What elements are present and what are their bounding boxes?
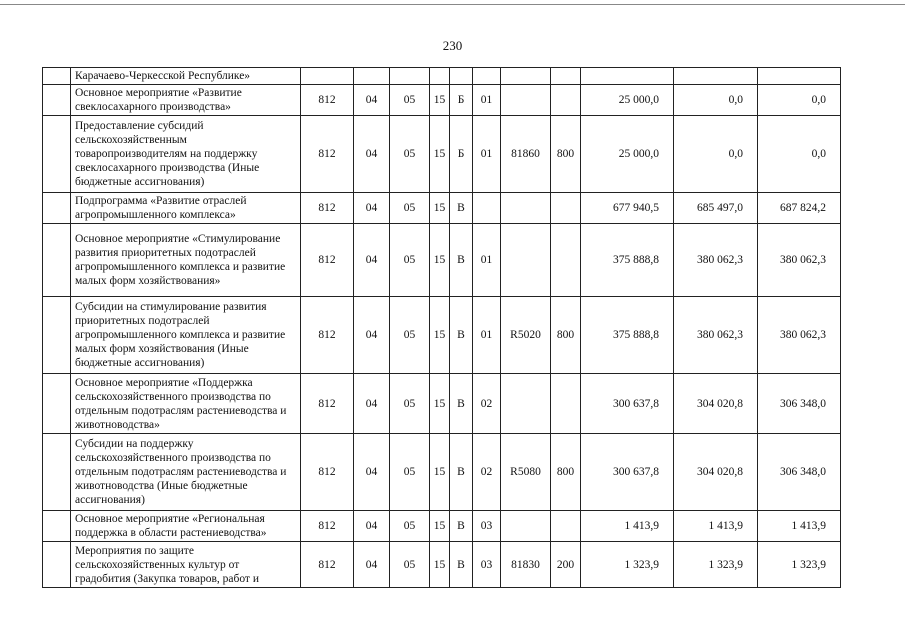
amount-2020-cell: 1 323,9	[581, 542, 674, 588]
subprogram-code-cell: В	[450, 297, 473, 374]
subsection-code-cell: 05	[390, 511, 430, 542]
amount-2021-cell	[674, 68, 758, 85]
section-code-cell: 04	[354, 85, 390, 116]
ministry-code-cell: 812	[301, 434, 354, 511]
amount-2021-cell: 1 413,9	[674, 511, 758, 542]
amount-2021-cell: 380 062,3	[674, 224, 758, 297]
amount-2020-cell: 25 000,0	[581, 116, 674, 193]
amount-2020-cell: 300 637,8	[581, 374, 674, 434]
expense-type-cell: 800	[551, 297, 581, 374]
row-name-cell: Основное мероприятие «Поддержка сельскохозяйственного производства по отдельным подотраслям растениеводства и животноводства»	[71, 374, 301, 434]
subprogram-code-cell: В	[450, 224, 473, 297]
amount-2021-cell: 304 020,8	[674, 434, 758, 511]
amount-2021-cell: 0,0	[674, 116, 758, 193]
direction-code-cell	[501, 193, 551, 224]
subsection-code-cell: 05	[390, 374, 430, 434]
amount-2020-cell: 375 888,8	[581, 297, 674, 374]
row-name-cell: Основное мероприятие «Развитие свеклосахарного производства»	[71, 85, 301, 116]
program-code-cell: 15	[430, 224, 450, 297]
ministry-code-cell: 812	[301, 297, 354, 374]
row-index-cell	[43, 193, 71, 224]
expense-type-cell	[551, 374, 581, 434]
expense-type-cell	[551, 511, 581, 542]
amount-2020-cell: 375 888,8	[581, 224, 674, 297]
subsection-code-cell: 05	[390, 297, 430, 374]
ministry-code-cell: 812	[301, 224, 354, 297]
row-name-cell: Карачаево-Черкесской Республике»	[71, 68, 301, 85]
table-row	[43, 224, 841, 297]
program-code-cell: 15	[430, 116, 450, 193]
event-code-cell: 03	[473, 511, 501, 542]
program-code-cell: 15	[430, 511, 450, 542]
event-code-cell: 01	[473, 85, 501, 116]
amount-2020-cell: 300 637,8	[581, 434, 674, 511]
row-index-cell	[43, 297, 71, 374]
direction-code-cell: R5080	[501, 434, 551, 511]
table-row	[43, 297, 841, 374]
ministry-code-cell: 812	[301, 193, 354, 224]
table-row	[43, 193, 841, 224]
section-code-cell: 04	[354, 193, 390, 224]
amount-2022-cell: 0,0	[758, 116, 841, 193]
section-code-cell: 04	[354, 224, 390, 297]
subsection-code-cell: 05	[390, 116, 430, 193]
table-row	[43, 542, 841, 588]
table-row	[43, 374, 841, 434]
amount-2022-cell: 1 413,9	[758, 511, 841, 542]
program-code-cell: 15	[430, 434, 450, 511]
table-row	[43, 511, 841, 542]
program-code-cell: 15	[430, 297, 450, 374]
program-code-cell: 15	[430, 542, 450, 588]
expense-type-cell	[551, 193, 581, 224]
ministry-code-cell: 812	[301, 85, 354, 116]
row-index-cell	[43, 68, 71, 85]
subsection-code-cell: 05	[390, 193, 430, 224]
amount-2020-cell: 25 000,0	[581, 85, 674, 116]
section-code-cell: 04	[354, 116, 390, 193]
subprogram-code-cell: Б	[450, 85, 473, 116]
program-code-cell: 15	[430, 374, 450, 434]
amount-2020-cell: 677 940,5	[581, 193, 674, 224]
row-index-cell	[43, 434, 71, 511]
ministry-code-cell: 812	[301, 374, 354, 434]
direction-code-cell: R5020	[501, 297, 551, 374]
expense-type-cell	[551, 85, 581, 116]
program-code-cell	[430, 68, 450, 85]
row-index-cell	[43, 374, 71, 434]
budget-table	[42, 67, 841, 588]
subsection-code-cell: 05	[390, 542, 430, 588]
event-code-cell: 01	[473, 297, 501, 374]
amount-2022-cell: 306 348,0	[758, 434, 841, 511]
row-name-cell: Мероприятия по защите сельскохозяйственных культур от градобития (Закупка товаров, работ и	[71, 542, 301, 588]
amount-2020-cell	[581, 68, 674, 85]
subprogram-code-cell: В	[450, 374, 473, 434]
scan-top-border	[0, 4, 905, 5]
expense-type-cell	[551, 224, 581, 297]
table-row	[43, 116, 841, 193]
table-row	[43, 68, 841, 85]
event-code-cell: 02	[473, 374, 501, 434]
amount-2021-cell: 0,0	[674, 85, 758, 116]
event-code-cell: 01	[473, 116, 501, 193]
page-number: 230	[442, 38, 463, 53]
amount-2022-cell: 380 062,3	[758, 224, 841, 297]
direction-code-cell	[501, 224, 551, 297]
subsection-code-cell: 05	[390, 85, 430, 116]
event-code-cell: 01	[473, 224, 501, 297]
row-name-cell: Субсидии на поддержку сельскохозяйственного производства по отдельным подотраслям растениеводства и животноводства (Иные бюджетные ассигнования)	[71, 434, 301, 511]
expense-type-cell	[551, 68, 581, 85]
direction-code-cell: 81830	[501, 542, 551, 588]
subprogram-code-cell: В	[450, 193, 473, 224]
direction-code-cell: 81860	[501, 116, 551, 193]
program-code-cell: 15	[430, 85, 450, 116]
section-code-cell: 04	[354, 297, 390, 374]
row-name-cell: Подпрограмма «Развитие отраслей агропромышленного комплекса»	[71, 193, 301, 224]
program-code-cell: 15	[430, 193, 450, 224]
row-name-cell: Основное мероприятие «Стимулирование развития приоритетных подотраслей агропромышленного комплекса и развитие малых форм хозяйствования»	[71, 224, 301, 297]
section-code-cell	[354, 68, 390, 85]
subsection-code-cell: 05	[390, 434, 430, 511]
amount-2022-cell: 380 062,3	[758, 297, 841, 374]
subprogram-code-cell	[450, 68, 473, 85]
amount-2022-cell: 306 348,0	[758, 374, 841, 434]
row-name-cell: Субсидии на стимулирование развития приоритетных подотраслей агропромышленного комплекса и развитие малых форм хозяйствования (Иные бюджетные ассигнования)	[71, 297, 301, 374]
ministry-code-cell: 812	[301, 116, 354, 193]
amount-2021-cell: 1 323,9	[674, 542, 758, 588]
amount-2021-cell: 380 062,3	[674, 297, 758, 374]
event-code-cell: 02	[473, 434, 501, 511]
row-index-cell	[43, 511, 71, 542]
section-code-cell: 04	[354, 374, 390, 434]
amount-2022-cell: 1 323,9	[758, 542, 841, 588]
row-index-cell	[43, 85, 71, 116]
section-code-cell: 04	[354, 542, 390, 588]
event-code-cell	[473, 68, 501, 85]
subprogram-code-cell: В	[450, 542, 473, 588]
expense-type-cell: 800	[551, 434, 581, 511]
subprogram-code-cell: В	[450, 511, 473, 542]
direction-code-cell	[501, 374, 551, 434]
subsection-code-cell: 05	[390, 224, 430, 297]
direction-code-cell	[501, 68, 551, 85]
ministry-code-cell: 812	[301, 542, 354, 588]
ministry-code-cell: 812	[301, 511, 354, 542]
row-index-cell	[43, 116, 71, 193]
amount-2022-cell: 687 824,2	[758, 193, 841, 224]
row-index-cell	[43, 542, 71, 588]
section-code-cell: 04	[354, 434, 390, 511]
subsection-code-cell	[390, 68, 430, 85]
subprogram-code-cell: Б	[450, 116, 473, 193]
expense-type-cell: 800	[551, 116, 581, 193]
row-index-cell	[43, 224, 71, 297]
table-row	[43, 434, 841, 511]
event-code-cell: 03	[473, 542, 501, 588]
amount-2021-cell: 304 020,8	[674, 374, 758, 434]
amount-2020-cell: 1 413,9	[581, 511, 674, 542]
amount-2022-cell: 0,0	[758, 85, 841, 116]
row-name-cell: Предоставление субсидий сельскохозяйственным товаропроизводителям на поддержку свеклосахарного производства (Иные бюджетные ассигнования)	[71, 116, 301, 193]
ministry-code-cell	[301, 68, 354, 85]
direction-code-cell	[501, 85, 551, 116]
direction-code-cell	[501, 511, 551, 542]
amount-2021-cell: 685 497,0	[674, 193, 758, 224]
amount-2022-cell	[758, 68, 841, 85]
event-code-cell	[473, 193, 501, 224]
row-name-cell: Основное мероприятие «Региональная поддержка в области растениеводства»	[71, 511, 301, 542]
section-code-cell: 04	[354, 511, 390, 542]
expense-type-cell: 200	[551, 542, 581, 588]
table-row	[43, 85, 841, 116]
subprogram-code-cell: В	[450, 434, 473, 511]
